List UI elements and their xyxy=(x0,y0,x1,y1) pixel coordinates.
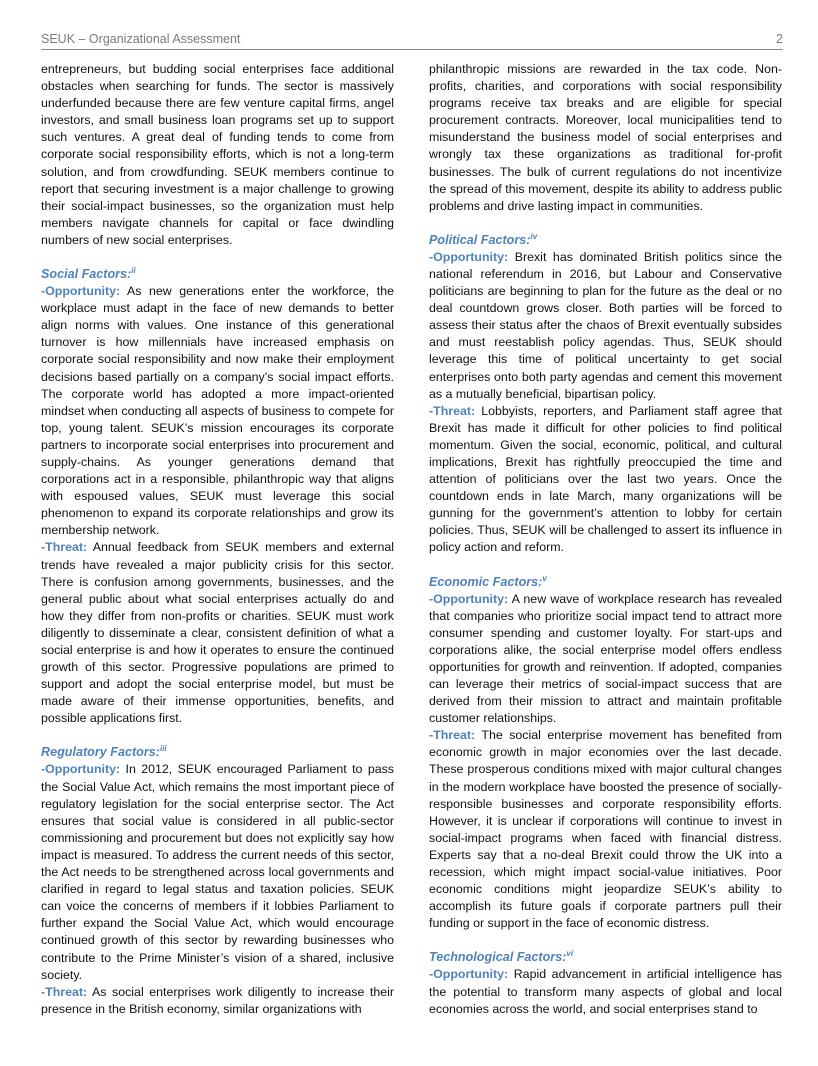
opportunity-label: -Opportunity: xyxy=(41,284,121,299)
social-opportunity-paragraph xyxy=(41,283,394,539)
heading-text: Political Factors: xyxy=(429,232,531,247)
regulatory-opportunity-paragraph xyxy=(41,761,394,983)
endnote-ref: v xyxy=(542,573,547,583)
endnote-ref: iv xyxy=(530,231,538,241)
threat-label: -Threat: xyxy=(41,984,88,999)
threat-text: As social enterprises work diligently to increase their presence in the British economy, similar organizations with xyxy=(41,984,394,1016)
right-column xyxy=(429,61,782,1018)
threat-text: The social enterprise movement has benefited from economic growth in major economies over the last decade. These prosperous conditions mixed with major cultural changes in the modern workplace have boosted the presence of socially-responsible businesses and corporate responsibility efforts. However, it is unclear if corporations will continue to invest in social-impact programs when faced with financial distress. Experts say that a no-deal Brexit could throw the UK into a recession, which might impact social-value initiatives. Poor economic conditions might jeopardize SEUK’s ability to accomplish its future goals if corporate partners pull their funding or support in the face of economic distress. xyxy=(429,728,782,931)
economic-opportunity-paragraph xyxy=(429,591,782,728)
social-threat-paragraph xyxy=(41,539,394,727)
page-number: 2 xyxy=(776,32,783,46)
social-factors-heading xyxy=(41,265,394,283)
intro-paragraph: entrepreneurs, but budding social enterprises face additional obstacles when searching for funds. The sector is massively underfunded because there are few venture capital firms, angel investors, and small business loan programs set up to support such ventures. A great deal of funding tends to come from corporate social responsibility efforts, which is not a long-term solution, and from crowdfunding. SEUK members continue to report that securing investment is a major challenge to growing their social-impact businesses, so the organization must help members navigate channels for capital or face dwindling numbers of new social enterprises. xyxy=(41,62,394,247)
threat-label: -Threat: xyxy=(41,540,88,555)
regulatory-factors-heading xyxy=(41,743,394,761)
economic-threat-paragraph xyxy=(429,727,782,932)
intro-paragraph: philanthropic missions are rewarded in the tax code. Non-profits, charities, and corporations with social responsibility programs receive tax breaks and are eligible for special procurement contracts. Moreover, local municipalities tend to misunderstand the business model of social enterprises and wrongly tax these organizations as traditional for-profit businesses. The bulk of current regulations do not incentivize the spread of this movement, despite its ability to address public problems and drive lasting impact in communities. xyxy=(429,62,782,213)
political-factors-heading xyxy=(429,231,782,249)
opportunity-text: In 2012, SEUK encouraged Parliament to pass the Social Value Act, which remains the most important piece of regulatory legislation for the social enterprise sector. The Act ensures that social value is considered in all public-sector commissioning and procurement but does not explicitly say how impact is measured. To address the current needs of this sector, the Act needs to be strengthened across local governments and clarified in regard to legal status and taxation policies. SEUK can voice the concerns of members if it lobbies Parliament to further expand the Social Value Act, which would encourage continued growth of this sector by rewarding businesses who contribute to the Prime Minister’s vision of a shared, inclusive society. xyxy=(41,762,394,982)
endnote-ref: ii xyxy=(131,265,136,275)
heading-text: Economic Factors: xyxy=(429,574,543,589)
opportunity-text: Brexit has dominated British politics since the national referendum in 2016, but Labour and Conservative politicians are beginning to plan for the future as the deal or no deal countdown grows closer. Both parties will be forced to assess their status after the chaos of Brexit eventually subsides and must reestablish policy agendas. Thus, SEUK should leverage this time of political uncertainty to get social enterprises onto both party agendas and cement this movement as a mutually beneficial, bipartisan policy. xyxy=(429,249,782,401)
page-header xyxy=(41,32,783,50)
threat-text: Lobbyists, reporters, and Parliament staff agree that Brexit has made it difficult for other policies to find political momentum. Given the social, economic, political, and cultural implications, Brexit has rightfully preoccupied the time and attention of politicians over the last two years. Once the countdown ends in late March, many organizations will be gunning for the government’s attention to lobby for certain policies. Thus, SEUK will be challenged to assert its influence in policy action and reform. xyxy=(429,403,782,555)
opportunity-label: -Opportunity: xyxy=(41,762,121,777)
threat-label: -Threat: xyxy=(429,728,476,743)
opportunity-text: As new generations enter the workforce, the workplace must adapt in the face of new demands to better align norms with values. One instance of this generational turnover is how millennials have increased emphasis on corporate social responsibility and now make their employment decisions based partially on a company’s social impact efforts. The corporate world has adopted a more impact-oriented mindset when conducting all aspects of business to compete for top, young talent. SEUK’s mission encourages its corporate partners to incorporate social enterprises into procurement and supply-chains. As younger generations demand that corporations act in a responsible, philanthropic way that aligns with espoused values, SEUK must leverage this social phenomenon to expand its corporate relationships and grow its membership network. xyxy=(41,284,394,538)
opportunity-label: -Opportunity: xyxy=(429,967,509,982)
opportunity-label: -Opportunity: xyxy=(429,591,509,606)
opportunity-text: Rapid advancement in artificial intelligence has the potential to transform many aspects of global and local economies across the world, and social enterprises stand to xyxy=(429,967,782,1016)
heading-text: Regulatory Factors: xyxy=(41,745,160,760)
threat-label: -Threat: xyxy=(429,403,476,418)
document-title: SEUK – Organizational Assessment xyxy=(41,32,241,46)
political-threat-paragraph xyxy=(429,403,782,557)
endnote-ref: iii xyxy=(159,744,167,754)
economic-factors-heading xyxy=(429,573,782,591)
heading-text: Social Factors: xyxy=(41,267,132,282)
left-column xyxy=(41,61,394,1018)
opportunity-text: A new wave of workplace research has revealed that companies who prioritize social impact tend to attract more consumer spending and customer loyalty. For start-ups and corporations alike, the social enterprise model offers endless opportunities for growth and reinvention. If adopted, companies can leverage their metrics of social-impact success that are derived from their mission to attract and maintain profitable customer relationships. xyxy=(429,591,782,726)
technological-opportunity-paragraph xyxy=(429,966,782,1017)
threat-text: Annual feedback from SEUK members and external trends have revealed a major publicity crisis for this sector. There is confusion among governments, businesses, and the general public about what social enterprises actually do and how they differ from non-profits or charities. SEUK must work diligently to disseminate a clear, consistent definition of what a social enterprise is and how it operates to ensure the continued growth of this sector. Progressive populations are primed to support and adopt the social enterprise model, but must be made aware of their immense opportunities, benefits, and possible applications first. xyxy=(41,540,394,726)
political-opportunity-paragraph xyxy=(429,249,782,403)
opportunity-label: -Opportunity: xyxy=(429,249,509,264)
technological-factors-heading xyxy=(429,948,782,966)
regulatory-threat-paragraph xyxy=(41,984,394,1018)
heading-text: Technological Factors: xyxy=(429,950,567,965)
endnote-ref: vi xyxy=(566,949,574,959)
